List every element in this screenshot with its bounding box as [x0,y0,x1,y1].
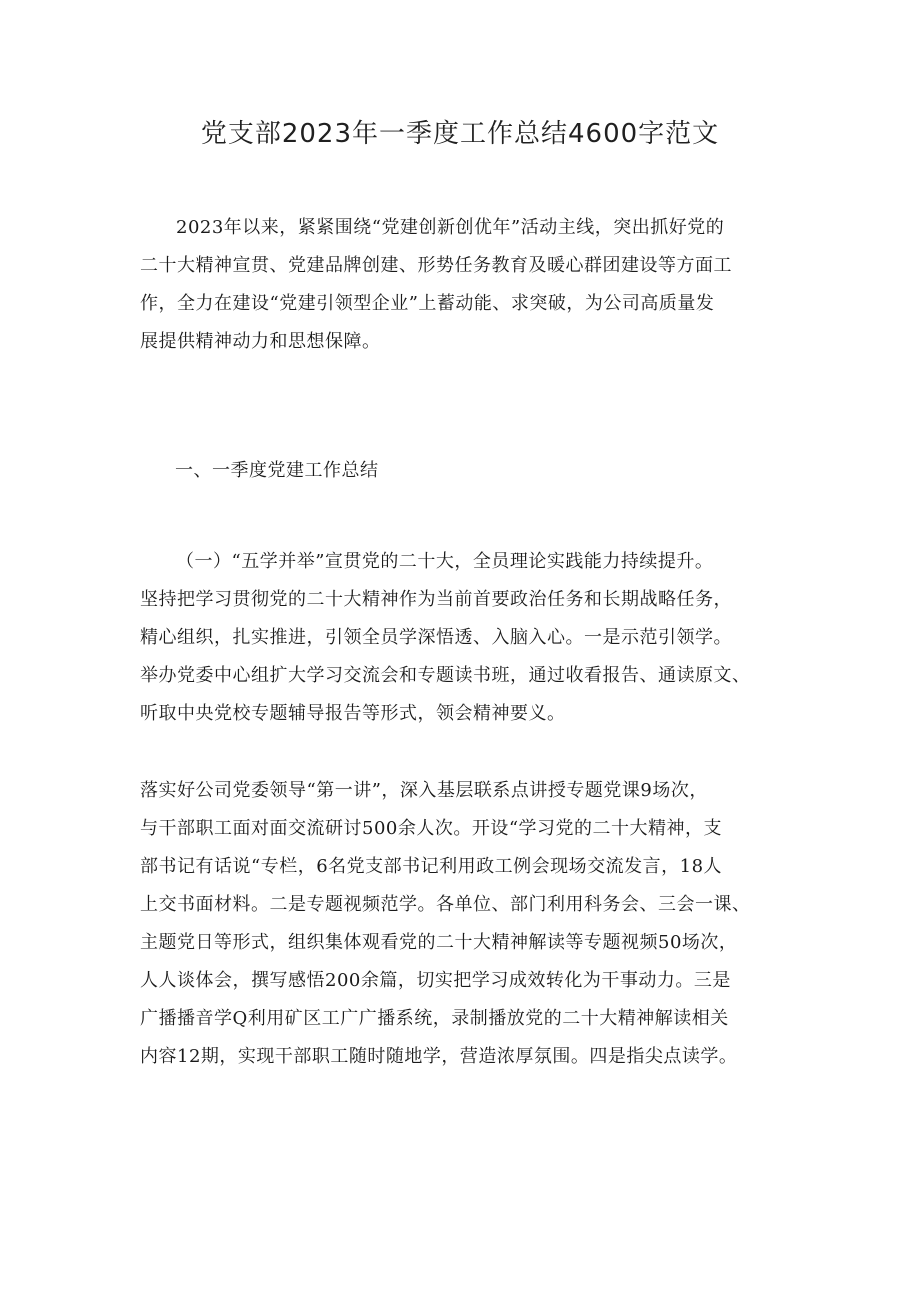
section2-line: 内容12期，实现干部职工随时随地学，营造浓厚氛围。四是指尖点读学。 [140,1046,738,1067]
intro-line: 展提供精神动力和思想保障。 [140,331,381,352]
section2-line: 上交书面材料。二是专题视频范学。各单位、部门利用科务会、三会一课、 [140,894,751,915]
section2-line: 部书记有话说“专栏，6名党支部书记利用政工例会现场交流发言，18人 [140,856,723,877]
intro-line: 二十大精神宣贯、党建品牌创建、形势任务教育及暖心群团建设等方面工 [140,255,732,276]
section1-line: 听取中央党校专题辅导报告等形式，领会精神要义。 [140,703,566,724]
section2-line: 与干部职工面对面交流研讨500余人次。开设“学习党的二十大精神，支 [140,818,723,839]
intro-line: 2023年以来，紧紧围绕“党建创新创优年”活动主线，突出抓好党的 [176,217,725,238]
section2-line: 落实好公司党委领导“第一讲”，深入基层联系点讲授专题党课9场次， [140,780,708,801]
section1-line: （一）“五学并举”宣贯党的二十大，全员理论实践能力持续提升。 [176,551,714,572]
section2-line: 人人谈体会，撰写感悟200余篇，切实把学习成效转化为干事动力。三是 [140,970,731,991]
section2-paragraph [140,772,800,1076]
section1-line: 坚持把学习贯彻党的二十大精神作为当前首要政治任务和长期战略任务， [140,589,732,610]
document-title: 党支部2023年一季度工作总结4600字范文 [200,119,720,149]
section1-line: 精心组织，扎实推进，引领全员学深悟透、入脑入心。一是示范引领学。 [140,627,732,648]
section1-paragraph [140,543,800,733]
section1-line: 举办党委中心组扩大学习交流会和专题读书班，通过收看报告、通读原文、 [140,665,751,686]
intro-line: 作，全力在建设“党建引领型企业”上蓄动能、求突破，为公司高质量发 [140,293,715,314]
section2-line: 主题党日等形式，组织集体观看党的二十大精神解读等专题视频50场次， [140,932,738,953]
section2-line: 广播播音学Q利用矿区工广广播系统，录制播放党的二十大精神解读相关 [140,1008,729,1029]
section-heading: 一、一季度党建工作总结 [175,460,379,481]
intro-paragraph [140,209,800,361]
